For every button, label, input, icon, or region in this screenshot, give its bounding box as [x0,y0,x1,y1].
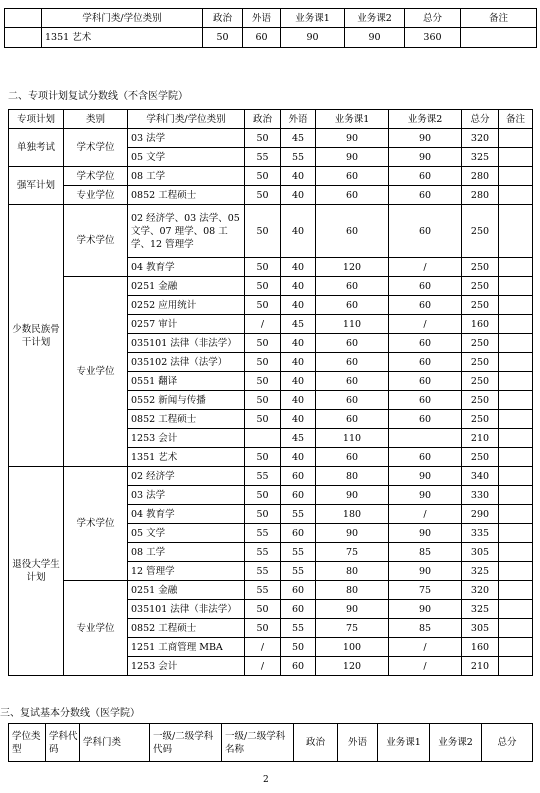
table-cell [499,410,533,429]
category-cell: 专业学位 [64,277,128,467]
table-cell: 50 [245,186,281,205]
table-cell [5,28,42,48]
subject-cell: 08 工学 [128,167,245,186]
table-cell: 55 [245,581,281,600]
table-cell: 50 [245,296,281,315]
table-cell: 250 [462,448,499,467]
header-cell: 类别 [64,110,128,129]
table-cell: 90 [316,129,389,148]
table-cell: 60 [316,353,389,372]
table-cell: 100 [316,638,389,657]
table-cell: 110 [316,429,389,448]
subject-cell: 035101 法律（非法学） [128,334,245,353]
table-cell: 55 [245,562,281,581]
header-cell: 政治 [245,110,281,129]
table-row [9,277,533,296]
table-cell: 120 [316,657,389,676]
table-cell: 50 [245,486,281,505]
header-cell: 总分 [405,9,461,28]
table-cell: 50 [245,600,281,619]
table-cell: 90 [316,486,389,505]
header-cell: 总分 [482,724,533,762]
header-cell: 政治 [294,724,338,762]
subject-cell: 05 文学 [128,524,245,543]
table-cell: 90 [389,486,462,505]
table-cell: 90 [389,148,462,167]
subject-cell: 04 教育学 [128,505,245,524]
table-cell: / [389,258,462,277]
header-cell: 政治 [203,9,243,28]
subject-cell: 05 文学 [128,148,245,167]
table-cell: 85 [389,619,462,638]
table-cell: 40 [281,372,316,391]
header-cell: 总分 [462,110,499,129]
table-cell: 50 [245,205,281,258]
header-cell: 备注 [499,110,533,129]
table-cell: 320 [462,581,499,600]
table-cell: 60 [389,296,462,315]
table-cell: 50 [245,448,281,467]
header-cell: 学位类型 [9,724,46,762]
table-cell: 325 [462,562,499,581]
header-cell [5,9,42,28]
subject-cell: 1253 会计 [128,429,245,448]
table-cell [499,505,533,524]
table-cell: 40 [281,186,316,205]
plan-cell: 单独考试 [9,129,64,167]
table-cell [499,448,533,467]
table-cell: 50 [245,277,281,296]
table-cell: 250 [462,372,499,391]
table-cell: 75 [389,581,462,600]
table-cell: 250 [462,296,499,315]
table-cell [499,315,533,334]
table-cell: 1351 艺术 [42,28,203,48]
table-cell: 60 [243,28,281,48]
table-cell [499,486,533,505]
table-cell [389,429,462,448]
table-row [9,167,533,186]
subject-cell: 02 经济学 [128,467,245,486]
table-cell: 60 [316,205,389,258]
table-cell: 60 [281,600,316,619]
table-cell: 40 [281,167,316,186]
table-cell [499,129,533,148]
table-cell: 40 [281,296,316,315]
table-cell [499,167,533,186]
table-cell: 40 [281,277,316,296]
table-cell: 280 [462,186,499,205]
table-cell: 60 [316,167,389,186]
table-cell [499,543,533,562]
table-cell: 50 [245,129,281,148]
table-cell: 40 [281,448,316,467]
table-cell [499,296,533,315]
table-cell: 55 [245,148,281,167]
header-cell: 业务课2 [430,724,482,762]
special-plan-score-table [8,109,533,676]
table-cell: 50 [281,638,316,657]
table-cell [499,205,533,258]
table-cell: 90 [316,600,389,619]
table-cell: 55 [281,619,316,638]
table-row [9,205,533,258]
plan-cell: 强军计划 [9,167,64,205]
table-cell: 110 [316,315,389,334]
table-cell: 45 [281,429,316,448]
table-cell [499,600,533,619]
table-cell: / [245,657,281,676]
table-cell: 250 [462,277,499,296]
subject-cell: 03 法学 [128,486,245,505]
table-cell: 90 [389,467,462,486]
plan-cell: 少数民族骨干计划 [9,205,64,467]
table-cell [461,28,537,48]
table-cell: 250 [462,353,499,372]
table-cell [499,372,533,391]
table-cell: 160 [462,315,499,334]
table-cell: / [389,505,462,524]
table-cell: 90 [389,600,462,619]
subject-cell: 0251 金融 [128,581,245,600]
section-heading: 三、复试基本分数线（医学院） [0,708,140,719]
header-cell: 一级/二级学科名称 [222,724,294,762]
table-cell: 280 [462,167,499,186]
table-cell: 60 [281,486,316,505]
table-cell: 50 [203,28,243,48]
subject-cell: 1351 艺术 [128,448,245,467]
table-row [5,28,537,48]
table-cell: 160 [462,638,499,657]
table-cell: 85 [389,543,462,562]
table-cell: / [245,638,281,657]
table-row [9,467,533,486]
table-cell: 40 [281,353,316,372]
table-cell: 50 [245,353,281,372]
table-cell: 325 [462,148,499,167]
table-cell [499,581,533,600]
table-cell: 60 [389,353,462,372]
subject-cell: 0551 翻译 [128,372,245,391]
header-cell: 学科门类 [80,724,150,762]
header-cell: 学科代码 [46,724,80,762]
table-cell: 50 [245,619,281,638]
table-cell: 80 [316,562,389,581]
category-cell: 专业学位 [64,186,128,205]
table-cell: 250 [462,205,499,258]
header-cell: 业务课1 [378,724,430,762]
table-cell: 55 [245,543,281,562]
table-cell: 60 [316,296,389,315]
table-cell: 305 [462,543,499,562]
subject-cell: 0852 工程硕士 [128,410,245,429]
table-cell: 50 [245,372,281,391]
table-cell: 50 [245,167,281,186]
table-cell: 60 [389,372,462,391]
table-cell: 60 [316,391,389,410]
table-cell [245,429,281,448]
table-cell: 40 [281,205,316,258]
table-cell: 330 [462,486,499,505]
subject-cell: 1253 会计 [128,657,245,676]
table-cell: 55 [245,467,281,486]
table-cell: / [389,657,462,676]
table-cell: 50 [245,258,281,277]
table-cell [499,524,533,543]
subject-cell: 0852 工程硕士 [128,186,245,205]
table-cell: 210 [462,429,499,448]
table-row [9,129,533,148]
category-cell: 学术学位 [64,467,128,581]
header-cell: 业务课2 [389,110,462,129]
table-cell [499,619,533,638]
table-cell: 60 [316,334,389,353]
table-cell: 40 [281,410,316,429]
subject-cell: 12 管理学 [128,562,245,581]
table-cell [499,334,533,353]
table-cell [499,186,533,205]
table-cell: 55 [281,505,316,524]
table-cell: 305 [462,619,499,638]
table-cell: 90 [316,148,389,167]
table-cell: 250 [462,334,499,353]
table-cell: 75 [316,619,389,638]
table-cell: 360 [405,28,461,48]
table-cell: 55 [281,148,316,167]
table-cell [499,657,533,676]
table-cell: / [389,315,462,334]
table-cell: 90 [281,28,345,48]
table-cell [499,258,533,277]
subject-cell: 03 法学 [128,129,245,148]
table-cell: 60 [316,372,389,391]
subject-cell: 02 经济学、03 法学、05 文学、07 理学、08 工学、12 管理学 [128,205,245,258]
top-score-table [4,8,537,48]
table-cell: 60 [389,167,462,186]
table-cell [499,277,533,296]
medical-score-table [8,723,533,762]
header-cell: 学科门类/学位类别 [128,110,245,129]
subject-cell: 0257 审计 [128,315,245,334]
table-cell: 40 [281,258,316,277]
table-cell: 60 [389,334,462,353]
table-cell: 180 [316,505,389,524]
header-cell: 专项计划 [9,110,64,129]
category-cell: 学术学位 [64,167,128,186]
table-row [9,581,533,600]
table-cell [499,467,533,486]
table-cell: 335 [462,524,499,543]
table-cell: 60 [281,467,316,486]
subject-cell: 035102 法律（法学） [128,353,245,372]
table-cell: 60 [389,277,462,296]
table-cell: 50 [245,410,281,429]
table-cell: 80 [316,467,389,486]
table-cell: 340 [462,467,499,486]
table-cell: 60 [316,186,389,205]
table-cell: 210 [462,657,499,676]
table-row [9,186,533,205]
table-cell: 325 [462,600,499,619]
subject-cell: 035101 法律（非法学） [128,600,245,619]
table-cell: 60 [281,524,316,543]
table-cell: 320 [462,129,499,148]
header-cell: 备注 [461,9,537,28]
table-cell [499,148,533,167]
table-cell: 45 [281,129,316,148]
table-cell [499,391,533,410]
table-cell: / [245,315,281,334]
header-cell: 业务课1 [281,9,345,28]
table-cell: 50 [245,334,281,353]
header-cell: 业务课1 [316,110,389,129]
section-heading: 二、专项计划复试分数线（不含医学院） [8,91,188,102]
category-cell: 学术学位 [64,129,128,167]
table-cell: 290 [462,505,499,524]
table-cell: 40 [281,391,316,410]
table-cell: 60 [281,657,316,676]
header-cell: 一级/二级学科代码 [150,724,222,762]
subject-cell: 0552 新闻与传播 [128,391,245,410]
subject-cell: 08 工学 [128,543,245,562]
table-cell: 55 [245,524,281,543]
subject-cell: 1251 工商管理 MBA [128,638,245,657]
table-cell: 55 [281,543,316,562]
table-cell: / [389,638,462,657]
category-cell: 学术学位 [64,205,128,277]
subject-cell: 0251 金融 [128,277,245,296]
table-cell: 60 [389,186,462,205]
table-header-row [5,9,537,28]
table-cell [499,562,533,581]
table-cell: 60 [389,391,462,410]
table-cell: 60 [316,448,389,467]
table-cell: 60 [389,205,462,258]
table-cell: 80 [316,581,389,600]
table-cell: 60 [316,410,389,429]
table-cell: 60 [316,277,389,296]
table-cell [499,638,533,657]
table-header-row [9,110,533,129]
table-cell: 250 [462,410,499,429]
table-header-row [9,724,533,762]
category-cell: 专业学位 [64,581,128,676]
table-cell: 120 [316,258,389,277]
header-cell: 外语 [338,724,378,762]
header-cell: 外语 [243,9,281,28]
subject-cell: 0252 应用统计 [128,296,245,315]
table-cell: 90 [389,562,462,581]
table-cell: 90 [345,28,405,48]
subject-cell: 04 教育学 [128,258,245,277]
table-cell: 60 [389,410,462,429]
table-cell: 60 [389,448,462,467]
plan-cell: 退役大学生计划 [9,467,64,676]
header-cell: 外语 [281,110,316,129]
table-cell: 55 [281,562,316,581]
table-cell: 250 [462,391,499,410]
table-cell: 45 [281,315,316,334]
table-cell: 90 [389,524,462,543]
table-cell: 60 [281,581,316,600]
table-cell: 75 [316,543,389,562]
table-cell: 50 [245,391,281,410]
page-number: 2 [263,775,269,785]
table-cell [499,353,533,372]
header-cell: 学科门类/学位类别 [42,9,203,28]
table-cell: 90 [316,524,389,543]
header-cell: 业务课2 [345,9,405,28]
table-cell: 50 [245,505,281,524]
subject-cell: 0852 工程硕士 [128,619,245,638]
table-cell: 40 [281,334,316,353]
table-cell: 250 [462,258,499,277]
table-cell: 90 [389,129,462,148]
table-cell [499,429,533,448]
